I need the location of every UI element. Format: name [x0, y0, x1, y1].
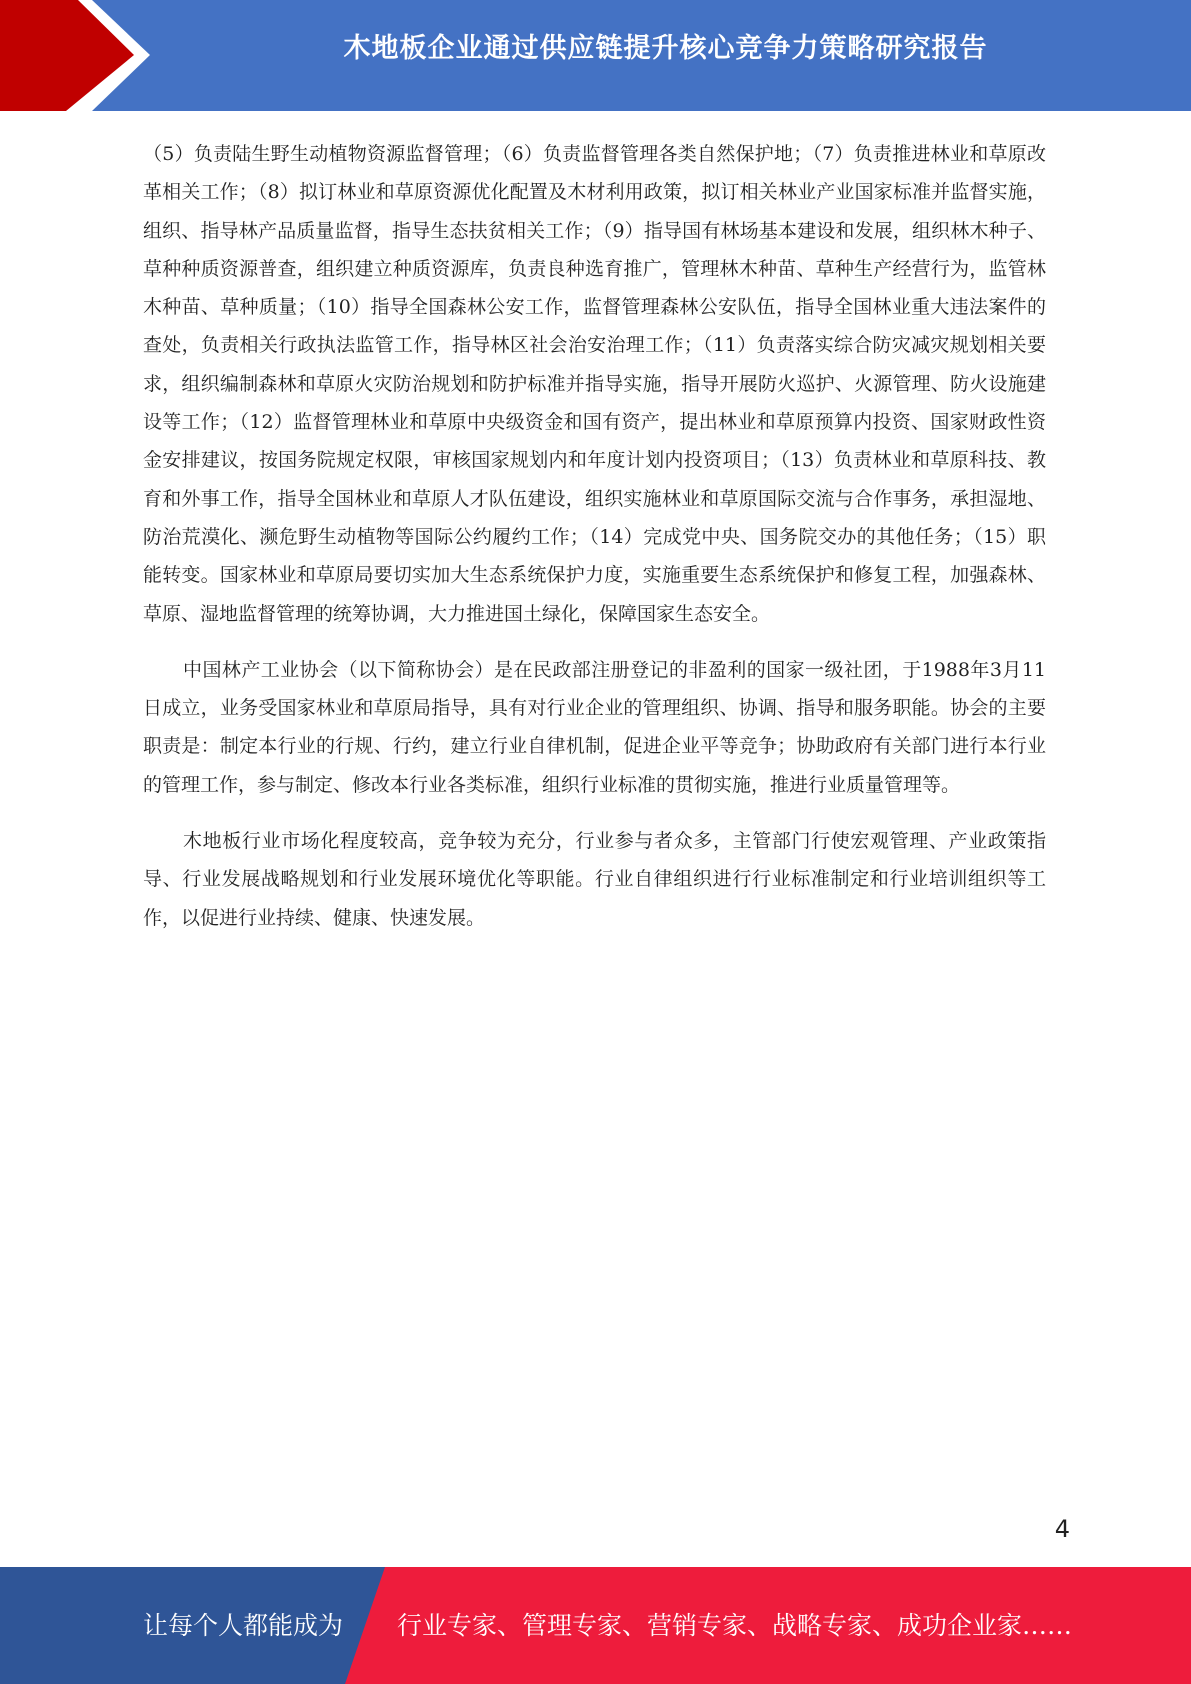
paragraph-responsibilities: （5）负责陆生野生动植物资源监督管理；（6）负责监督管理各类自然保护地；（7）负责推进林业和草原改革相关工作；（8）拟订林业和草原资源优化配置及木材利用政策，拟订相关林业产业国家标准并监督实施，组织、指导林产品质量监督，指导生态扶贫相关工作；（9）指导国有林场基本建设和发展，组织林木种子、草种种质资源普查，组织建立种质资源库，负责良种选育推广，管理林木种苗、草种生产经营行为，监管林木种苗、草种质量；（10）指导全国森林公安工作，监督管理森林公安队伍，指导全国林业重大违法案件的查处，负责相关行政执法监管工作，指导林区社会治安治理工作；（11）负责落实综合防灾减灾规划相关要求，组织编制森林和草原火灾防治规划和防护标准并指导实施，指导开展防火巡护、火源管理、防火设施建设等工作；（12）监督管理林业和草原中央级资金和国有资产，提出林业和草原预算内投资、国家财政性资金安排建议，按国务院规定权限，审核国家规划内和年度计划内投资项目；（13）负责林业和草原科技、教育和外事工作，指导全国林业和草原人才队伍建设，组织实施林业和草原国际交流与合作事务，承担湿地、防治荒漠化、濒危野生动植物等国际公约履约工作；（14）完成党中央、国务院交办的其他任务；（15）职能转变。国家林业和草原局要切实加大生态系统保护力度，实施重要生态系统保护和修复工程，加强森林、草原、湿地监督管理的统筹协调，大力推进国土绿化，保障国家生态安全。	[143, 143, 1046, 625]
footer-slogan-right: 行业专家、管理专家、营销专家、战略专家、成功企业家……	[397, 1611, 1073, 1640]
footer-slogan-left: 让每个人都能成为	[143, 1611, 344, 1640]
paragraph-market: 木地板行业市场化程度较高，竞争较为充分，行业参与者众多，主管部门行使宏观管理、产业政策指导、行业发展战略规划和行业发展环境优化等职能。行业自律组织进行行业标准制定和行业培训组织等工作，以促进行业持续、健康、快速发展。	[143, 830, 1046, 929]
paragraph-association: 中国林产工业协会（以下简称协会）是在民政部注册登记的非盈利的国家一级社团，于1988年3月11日成立，业务受国家林业和草原局指导，具有对行业企业的管理组织、协调、指导和服务职能。协会的主要职责是：制定本行业的行规、行约，建立行业自律机制，促进企业平等竞争；协助政府有关部门进行本行业的管理工作，参与制定、修改本行业各类标准，组织行业标准的贯彻实施，推进行业质量管理等。	[143, 658, 1046, 796]
page-number: 4	[1054, 1515, 1070, 1543]
footer-banner	[0, 1567, 1191, 1684]
document-title: 木地板企业通过供应链提升核心竞争力策略研究报告	[343, 33, 988, 64]
main-content	[143, 135, 1046, 955]
header-banner	[0, 0, 1191, 111]
